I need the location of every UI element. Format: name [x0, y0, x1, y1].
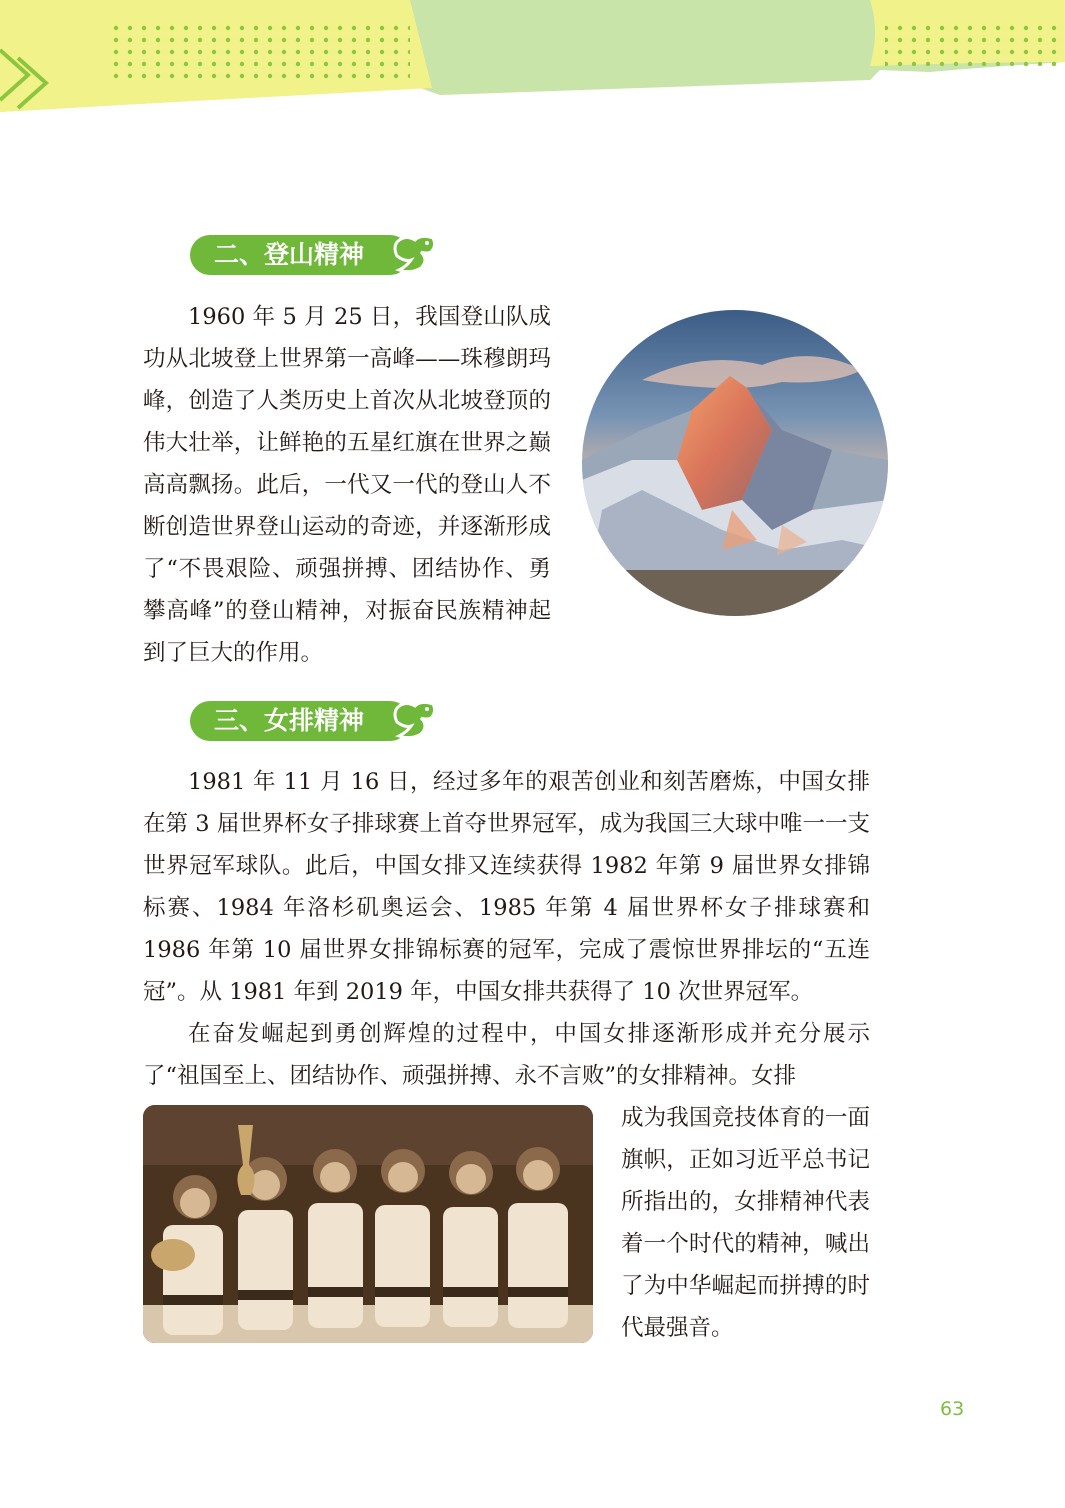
header-banner — [0, 0, 1065, 115]
page-number: 63 — [940, 1398, 965, 1420]
mount-everest-photo — [582, 310, 888, 616]
mountaineering-paragraph: 1960 年 5 月 25 日，我国登山队成功从北坡登上世界第一高峰——珠穆朗玛峰，创造了人类历史上首次从北坡登顶的伟大壮举，让鲜艳的五星红旗在世界之巅高高飘扬。此后，一代又一代的登山人不断创造世界登山运动的奇迹，并逐渐形成了“不畏艰险、顽强拼搏、团结协作、勇攀高峰”的登山精神，对振奋民族精神起到了巨大的作用。 — [143, 304, 551, 666]
section-label-volleyball: 三、女排精神 — [190, 701, 410, 741]
volleyball-paragraph-3: 成为我国竞技体育的一面旗帜，正如习近平总书记所指出的，女排精神代表着一个时代的精神，喊出了为中华崛起而拼搏的时代最强音。 — [621, 1105, 870, 1341]
volleyball-team-photo — [143, 1105, 593, 1343]
dragon-emblem-icon — [391, 232, 441, 276]
dragon-emblem-icon — [391, 698, 441, 742]
section-label-mountaineering: 二、登山精神 — [190, 235, 410, 275]
volleyball-paragraph-2: 在奋发崛起到勇创辉煌的过程中，中国女排逐渐形成并充分展示了“祖国至上、团结协作、顽强拼搏、永不言败”的女排精神。女排 — [143, 1021, 870, 1089]
volleyball-paragraph-1: 1981 年 11 月 16 日，经过多年的艰苦创业和刻苦磨炼，中国女排在第 3 届世界杯女子排球赛上首夺世界冠军，成为我国三大球中唯一一支世界冠军球队。此后，中国女排又连续获得 1982 年第 9 届世界女排锦标赛、1984 年洛杉矶奥运会、1985 年第 4 届世界杯女子排球赛和 1986 年第 10 届世界女排锦标赛的冠军，完成了震惊世界排坛的“五连冠”。从 1981 年到 2019 年，中国女排共获得了 10 次世界冠军。 — [143, 769, 870, 1005]
